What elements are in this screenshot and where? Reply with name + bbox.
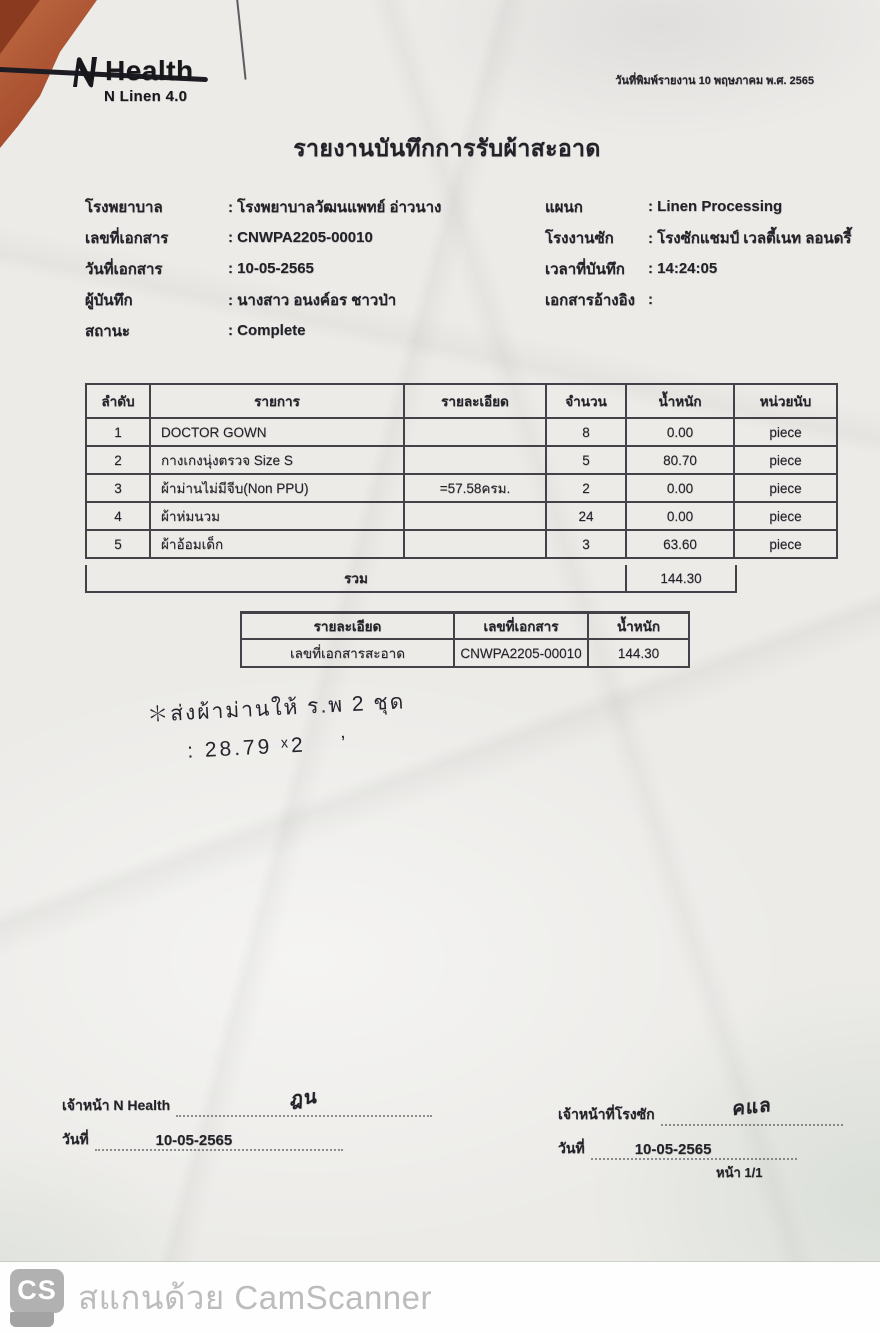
- date-line: [95, 1132, 343, 1151]
- cell-item: DOCTOR GOWN: [151, 417, 405, 445]
- camscanner-icon-box: CS: [10, 1269, 64, 1313]
- cell-detail: [405, 529, 547, 557]
- cell-quantity: 8: [547, 417, 627, 445]
- cell-index: 3: [87, 473, 151, 501]
- meta-reference-document: [545, 284, 875, 315]
- meta-value: : 14:24:05: [648, 260, 718, 277]
- table-total-wrap: [0, 567, 880, 597]
- cell-unit: piece: [735, 473, 836, 501]
- table-row: [87, 501, 836, 529]
- signature-line: [176, 1086, 432, 1117]
- n-health-logo-icon: [70, 56, 98, 88]
- meta-label: วันที่เอกสาร: [85, 260, 163, 278]
- signature-role-label: เจ้าหน้า N Health: [62, 1097, 171, 1113]
- signature-date: 10-05-2565: [155, 1132, 233, 1149]
- summary-weight: 144.30: [617, 645, 660, 661]
- meta-laundry-plant: [545, 222, 875, 253]
- meta-label: เลขที่เอกสาร: [85, 229, 169, 247]
- meta-value: : CNWPA2205-00010: [228, 229, 373, 246]
- meta-department: [545, 191, 875, 222]
- meta-status: [85, 315, 525, 346]
- table-row: [87, 417, 836, 445]
- table-row: [87, 529, 836, 557]
- n-health-logo: [70, 56, 194, 105]
- summary-col-doc-no: เลขที่เอกสาร: [455, 614, 589, 640]
- meta-label: เวลาที่บันทึก: [545, 260, 625, 278]
- meta-value: : 10-05-2565: [228, 260, 314, 277]
- page-number: หน้า 1/1: [716, 1165, 763, 1180]
- camscanner-footer: [0, 1262, 880, 1333]
- table-total-row: [85, 565, 737, 593]
- print-date: วันที่พิมพ์รายงาน 10 พฤษภาคม พ.ศ. 2565: [615, 75, 814, 87]
- table-header-row: [87, 385, 836, 417]
- table-row: [87, 445, 836, 473]
- summary-col-weight: น้ำหนัก: [589, 614, 688, 640]
- meta-value: : โรงซักแชมป์ เวลตี้เนท ลอนดรี้: [648, 229, 852, 247]
- meta-hospital: [85, 191, 525, 222]
- signature-date: 10-05-2565: [634, 1141, 712, 1158]
- meta-label: แผนก: [545, 198, 583, 216]
- cell-unit: piece: [735, 501, 836, 529]
- cell-index: 2: [87, 445, 151, 473]
- meta-label: โรงพยาบาล: [85, 198, 163, 216]
- signature-scribble: ฎน: [290, 1086, 319, 1111]
- cell-unit: piece: [735, 445, 836, 473]
- meta-document-date: [85, 253, 525, 284]
- summary-header-row: [242, 614, 688, 640]
- cell-weight: 0.00: [627, 501, 735, 529]
- cell-unit: piece: [735, 417, 836, 445]
- signature-scribble: คแล: [731, 1094, 772, 1121]
- cell-weight: 0.00: [627, 473, 735, 501]
- paper-edge-artifact: [236, 0, 247, 80]
- total-label: รวม: [87, 565, 627, 591]
- metadata-left-column: [85, 191, 525, 346]
- meta-record-time: [545, 253, 875, 284]
- date-line: [591, 1141, 797, 1160]
- meta-recorder: [85, 284, 525, 315]
- meta-value: : นางสาว อนงค์อร ชาวป่า: [228, 291, 397, 309]
- cell-quantity: 24: [547, 501, 627, 529]
- col-header-item: รายการ: [151, 385, 405, 417]
- handwritten-note: [146, 685, 407, 765]
- cell-quantity: 2: [547, 473, 627, 501]
- signature-line: [661, 1094, 843, 1126]
- col-header-unit: หน่วยนับ: [759, 394, 812, 409]
- signature-date-row: [62, 1117, 432, 1151]
- cell-quantity: 5: [547, 445, 627, 473]
- camscanner-icon: [10, 1269, 64, 1327]
- signature-date-row: [558, 1126, 843, 1160]
- signature-role-label: เจ้าหน้าที่โรงซัก: [558, 1106, 655, 1122]
- cell-index: 4: [87, 501, 151, 529]
- cell-item: กางเกงนุ่งตรวจ Size S: [151, 445, 405, 473]
- meta-label: เอกสารอ้างอิง: [545, 291, 635, 309]
- meta-value: : โรงพยาบาลวัฒนแพทย์ อ่าวนาง: [228, 198, 442, 216]
- cell-quantity: 3: [547, 529, 627, 557]
- cell-detail: [405, 445, 547, 473]
- cell-index: 5: [87, 529, 151, 557]
- cell-unit: piece: [735, 529, 836, 557]
- meta-label: โรงงานซัก: [545, 229, 614, 247]
- signature-role-row: [558, 1092, 843, 1126]
- handwritten-line-1: ＊ส่งผ้าม่านให้ ร.พ 2 ชุด: [146, 690, 406, 727]
- brand-name: Health: [105, 55, 194, 86]
- summary-detail: เลขที่เอกสารสะอาด: [242, 640, 455, 666]
- handwritten-mark: ’: [340, 732, 349, 755]
- metadata-right-column: [545, 191, 875, 315]
- meta-label: ผู้บันทึก: [85, 291, 133, 309]
- total-weight: 144.30: [660, 570, 702, 586]
- cell-weight: 80.70: [627, 445, 735, 473]
- cell-detail: [405, 417, 547, 445]
- meta-document-number: [85, 222, 525, 253]
- col-header-weight: น้ำหนัก: [627, 385, 735, 417]
- cell-detail: [405, 501, 547, 529]
- meta-label: สถานะ: [85, 322, 130, 340]
- linen-items-table: [85, 383, 838, 559]
- cell-item: ผ้าม่านไม่มีจีบ(Non PPU): [151, 473, 405, 501]
- brand-subtitle: N Linen 4.0: [104, 88, 188, 105]
- col-header-quantity: จำนวน: [547, 385, 627, 417]
- camscanner-watermark-text: สแกนด้วย CamScanner: [78, 1279, 433, 1316]
- cell-index: 1: [87, 417, 151, 445]
- cell-detail: =57.58ครม.: [405, 473, 547, 501]
- meta-value: :: [648, 291, 653, 308]
- table-row: [87, 473, 836, 501]
- summary-data-row: [242, 640, 688, 666]
- cell-item: ผ้าอ้อมเด็ก: [151, 529, 405, 557]
- date-label: วันที่: [62, 1131, 89, 1147]
- cell-item: ผ้าห่มนวม: [151, 501, 405, 529]
- col-header-index: ลำดับ: [87, 385, 151, 417]
- document-title: รายงานบันทึกการรับผ้าสะอาด: [293, 135, 601, 161]
- col-header-detail: รายละเอียด: [405, 385, 547, 417]
- meta-value: : Complete: [228, 322, 306, 339]
- cell-weight: 63.60: [627, 529, 735, 557]
- date-label: วันที่: [558, 1140, 585, 1156]
- signature-role-row: [62, 1083, 432, 1117]
- summary-table: [240, 611, 690, 668]
- cell-weight: 0.00: [627, 417, 735, 445]
- summary-doc-no: CNWPA2205-00010: [455, 640, 589, 666]
- signature-block-nhealth: [62, 1083, 432, 1151]
- signature-block-laundry: [558, 1092, 843, 1160]
- camscanner-icon-tab: [10, 1312, 54, 1327]
- handwritten-line-2: : 28.79 ˣ2: [186, 733, 307, 763]
- summary-col-detail: รายละเอียด: [242, 614, 455, 640]
- meta-value: : Linen Processing: [648, 198, 783, 215]
